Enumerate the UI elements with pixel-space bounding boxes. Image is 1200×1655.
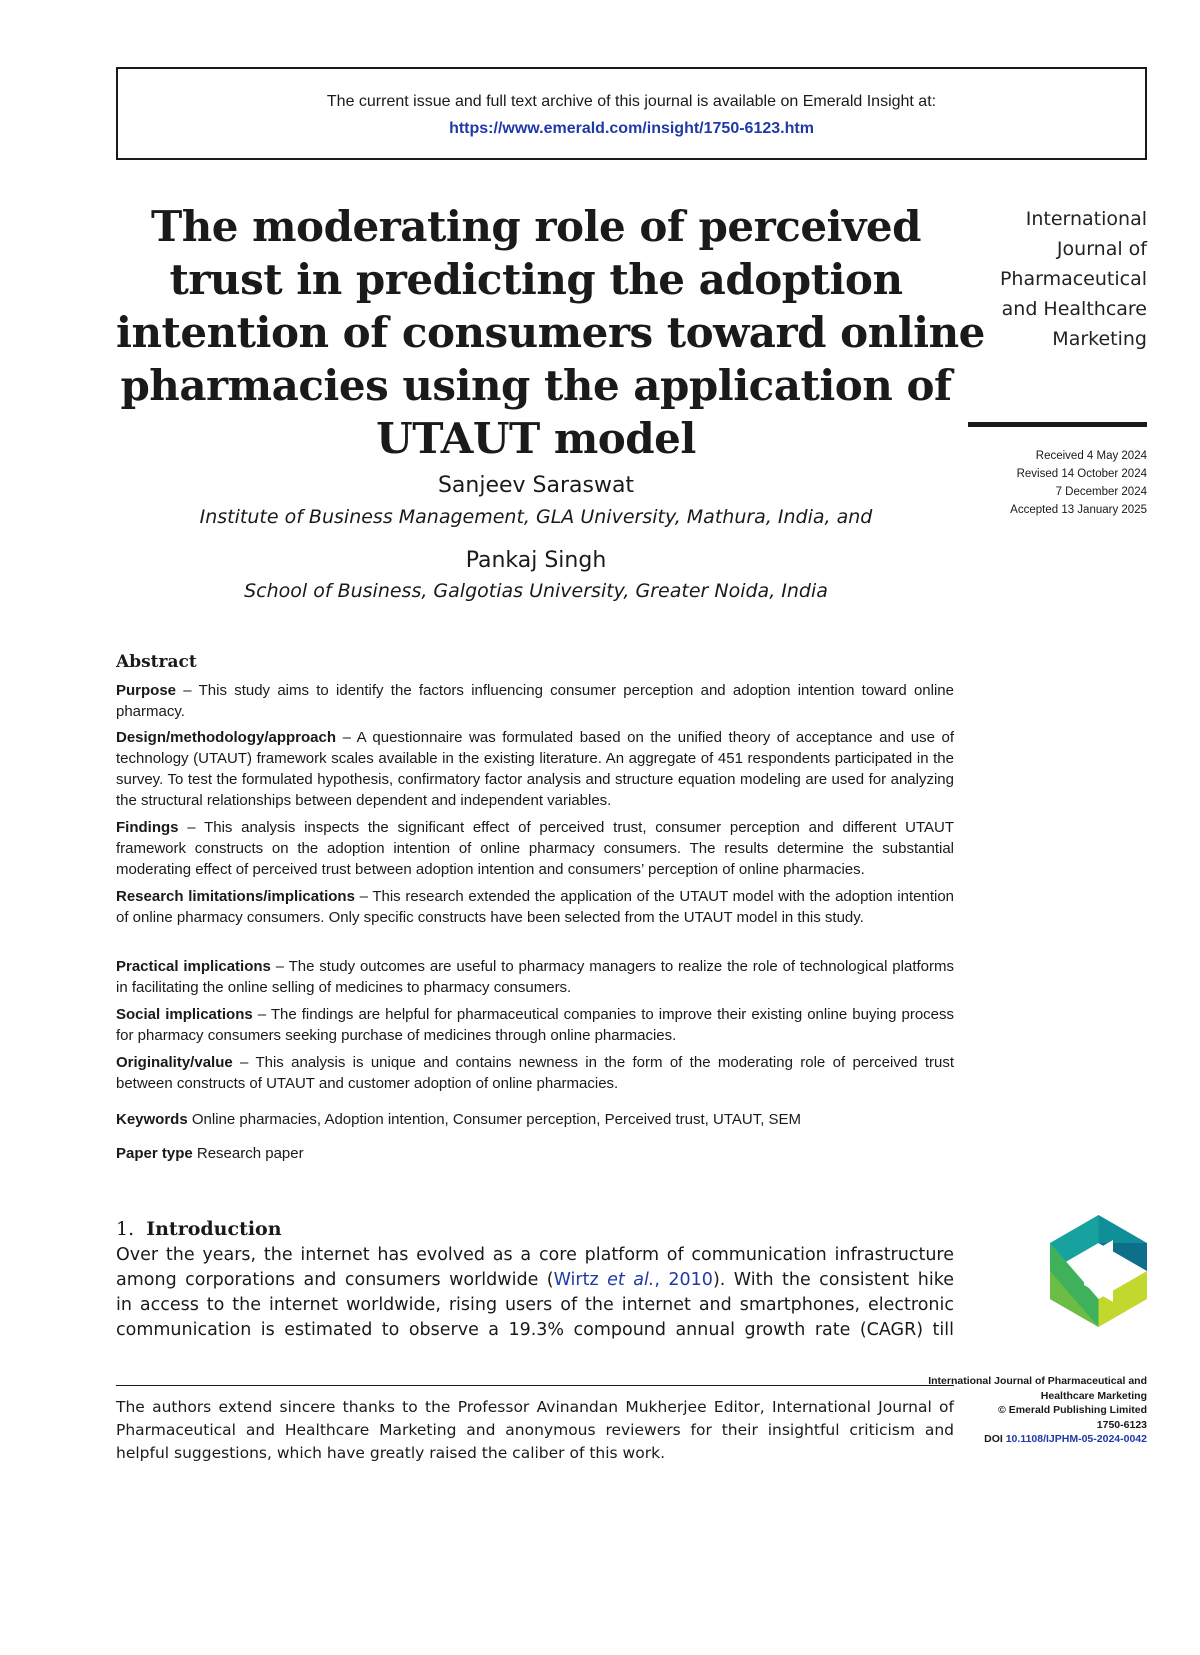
issn: 1750-6123 xyxy=(1096,1418,1147,1431)
title-line: The moderating role of perceived xyxy=(150,202,921,251)
title-line: pharmacies using the application of xyxy=(120,361,952,410)
author-name: Pankaj Singh xyxy=(465,548,607,573)
abstract-social: Social implications – The findings are helpful for pharmaceutical companies to improve their existing online buying process for pharmacy consumers seeking purchase of medicines through online pharmacies. xyxy=(116,1006,954,1044)
body-line: communication is estimated to observe a 19.3% compound annual growth rate (CAGR) till xyxy=(116,1320,954,1340)
body-line: among corporations and consumers worldwide (Wirtz et al., 2010). With the consistent hike xyxy=(116,1270,954,1290)
archive-notice-text: The current issue and full text archive of this journal is available on Emerald Insight at: xyxy=(326,93,937,110)
emerald-logo xyxy=(1050,1215,1147,1328)
doi-link[interactable]: 10.1108/IJPHM-05-2024-0042 xyxy=(1005,1433,1147,1445)
publication-info xyxy=(927,1374,1147,1447)
doi: DOI 10.1108/IJPHM-05-2024-0042 xyxy=(984,1433,1147,1445)
archive-link[interactable]: https://www.emerald.com/insight/1750-6123.htm xyxy=(449,120,814,137)
introduction-body xyxy=(116,1243,954,1343)
citation-link[interactable]: Wirtz et al., 2010 xyxy=(553,1270,713,1290)
article-title xyxy=(116,200,985,465)
abstract-findings: Findings – This analysis inspects the significant effect of perceived trust, consumer perception and different UTAUT framework constructs on the adoption intention of online pharmacy consumers. The results determine the substantial moderating effect of perceived trust between adoption intention and consumers’ perception of online pharmacies. xyxy=(116,819,954,878)
author-affiliation: School of Business, Galgotias University, Greater Noida, India xyxy=(244,580,828,602)
abstract-limitations: Research limitations/implications – This research extended the application of the UTAUT model with the adoption intention of online pharmacy consumers. Only specific constructs have been selected from the UTAUT model in this study. xyxy=(116,888,955,926)
abstract-heading: Abstract xyxy=(116,652,197,672)
received-date: Received 4 May 2024 xyxy=(1035,450,1147,462)
author-name: Sanjeev Saraswat xyxy=(437,473,635,498)
article-dates xyxy=(927,447,1147,519)
archive-notice-box xyxy=(116,67,1147,160)
publisher: © Emerald Publishing Limited xyxy=(998,1404,1147,1416)
revised-date: Revised 14 October 2024 xyxy=(1016,468,1147,480)
acknowledgement-footnote: The authors extend sincere thanks to the Professor Avinandan Mukherjee Editor, International Journal of Pharmaceutical and Healthcare Marketing and anonymous reviewers for their insightful criticism and helpful suggestions, which have greatly raised the caliber of this work. xyxy=(116,1398,954,1462)
title-line: trust in predicting the adoption xyxy=(169,255,903,304)
abstract-originality: Originality/value – This analysis is unique and contains newness in the form of the moderating role of perceived trust between constructs of UTAUT and customer adoption of online pharmacies. xyxy=(116,1054,954,1092)
journal-citation: International Journal of Pharmaceutical and Healthcare Marketing xyxy=(928,1375,1147,1402)
title-line: intention of consumers toward online xyxy=(116,308,985,357)
body-line: in access to the internet worldwide, rising users of the internet and smartphones, electronic xyxy=(116,1295,954,1315)
accepted-date: Accepted 13 January 2025 xyxy=(1010,504,1147,516)
sidebar-divider xyxy=(968,422,1147,427)
section-number: 1. xyxy=(116,1218,135,1240)
keywords: Keywords Online pharmacies, Adoption intention, Consumer perception, Perceived trust, UTAUT, SEM xyxy=(116,1111,802,1128)
title-line: UTAUT model xyxy=(376,414,696,463)
journal-name: International Journal of Pharmaceutical and Healthcare Marketing xyxy=(999,208,1147,350)
author-affiliation: Institute of Business Management, GLA University, Mathura, India, and xyxy=(199,506,873,528)
body-line: Over the years, the internet has evolved as a core platform of communication infrastructure xyxy=(116,1245,954,1265)
footnote-divider xyxy=(116,1385,954,1386)
abstract-purpose: Purpose – This study aims to identify the factors influencing consumer perception and adoption intention toward online pharmacy. xyxy=(116,682,954,720)
abstract-design: Design/methodology/approach – A questionnaire was formulated based on the unified theory of acceptance and use of technology (UTAUT) framework scales available in the existing literature. An aggregate of 451 respondents participated in the survey. To test the formulated hypothesis, confirmatory factor analysis and structure equation modeling are used for analyzing the structural relationships between dependent and independent variables. xyxy=(116,729,954,809)
section-heading xyxy=(116,1218,282,1240)
section-title: Introduction xyxy=(146,1218,282,1240)
paper-type: Paper type Research paper xyxy=(116,1145,304,1162)
abstract-practical: Practical implications – The study outcomes are useful to pharmacy managers to realize the role of technological platforms in facilitating the online selling of medicines to pharmacy consumers. xyxy=(116,958,954,996)
revised-date-2: 7 December 2024 xyxy=(1055,486,1147,498)
